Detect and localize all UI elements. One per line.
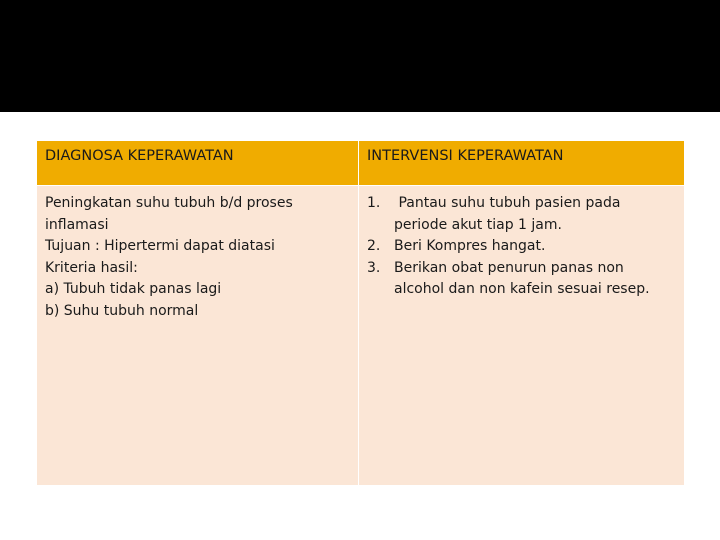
goal-line: Tujuan : Hipertermi dapat diatasi: [45, 238, 275, 254]
diagnosis-line: inflamasi: [45, 216, 109, 233]
list-item: [367, 193, 676, 236]
intervention-text: periode akut tiap 1 jam.: [394, 216, 562, 233]
header-intervention: INTERVENSI KEPERAWATAN: [359, 141, 685, 186]
table-header-row: [37, 141, 685, 186]
diagnosis-line: Peningkatan suhu tubuh b/d proses: [45, 195, 293, 211]
intervention-text: Pantau suhu tubuh pasien pada: [394, 195, 621, 211]
intervention-text: Berikan obat penurun panas non: [394, 259, 624, 276]
list-number: 3.: [367, 259, 381, 276]
table-row: [37, 186, 685, 486]
criteria-heading: Kriteria hasil:: [45, 259, 138, 276]
list-item: [367, 258, 676, 301]
intervention-text: alcohol dan non kafein sesuai resep.: [394, 281, 650, 297]
nursing-care-table: [36, 140, 685, 486]
criteria-item: b) Suhu tubuh normal: [45, 302, 199, 319]
intervention-list: [367, 193, 676, 301]
list-number: 1.: [367, 195, 381, 211]
list-item: [367, 236, 676, 258]
criteria-item: a) Tubuh tidak panas lagi: [45, 281, 222, 297]
header-diagnosis: DIAGNOSA KEPERAWATAN: [37, 141, 359, 186]
diagnosis-cell: [37, 186, 359, 486]
list-number: 2.: [367, 238, 381, 254]
intervention-cell: [359, 186, 685, 486]
intervention-text: Beri Kompres hangat.: [394, 238, 546, 254]
